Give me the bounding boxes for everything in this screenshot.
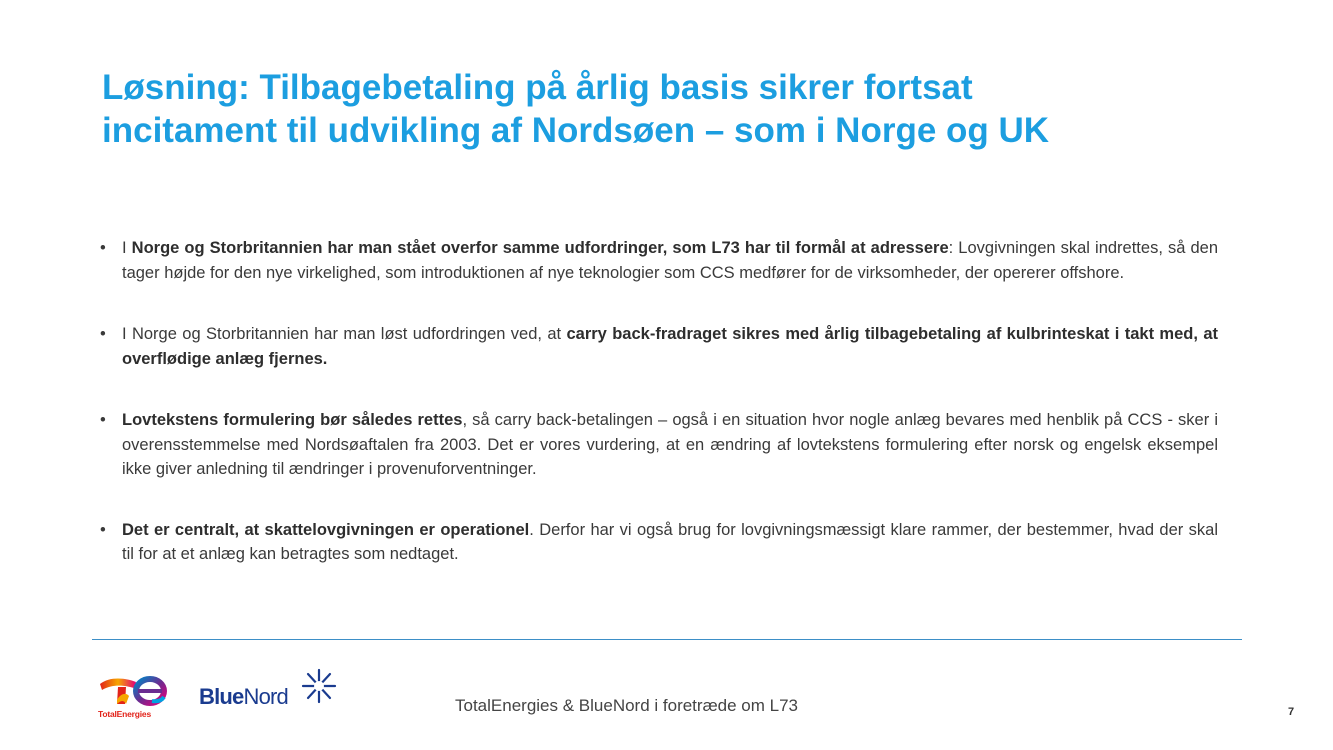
slide-title-line-2: incitament til udvikling af Nordsøen – som i Norge og UK bbox=[102, 111, 1050, 150]
bullet-text: : Lovgivningen skal indrettes, så den tager højde for den nye virkelighed, som introduktionen af nye teknologier som CCS medfører for de virksomheder, der opererer offshore. bbox=[122, 239, 1219, 282]
bullet-bold-text: Norge og Storbritannien har man stået overfor samme udfordringer, som L73 har til formål at adressere bbox=[131, 239, 949, 257]
totalenergies-logo-text: TotalEnergies bbox=[98, 709, 151, 719]
bullet-list bbox=[100, 236, 1218, 567]
slide-title bbox=[102, 66, 1222, 152]
bullet-bold-text: Det er centralt, at skattelovgivningen er operationel bbox=[122, 520, 530, 539]
bluenord-logo bbox=[199, 684, 288, 710]
bullet-bold-text: carry back-fradraget sikres med årlig tilbagebetaling af kulbrinteskat i takt med, at overflødige anlæg fjernes. bbox=[122, 325, 1218, 368]
bullet-bold-text: Lovtekstens formulering bør således rettes bbox=[122, 411, 463, 429]
bluenord-logo-nord: Nord bbox=[243, 684, 288, 709]
bullet-item-law-text-correction bbox=[100, 408, 1218, 482]
bullet-item-carry-back-solution bbox=[100, 322, 1218, 371]
bullet-text: I bbox=[122, 239, 132, 257]
bluenord-logo-blue: Blue bbox=[199, 684, 244, 709]
bluenord-star-icon bbox=[299, 666, 339, 706]
footer-divider bbox=[92, 639, 1242, 640]
bullet-text: , så carry back-betalingen – også i en situation hvor nogle anlæg bevares med henblik på CCS - sker i overensstemmelse med Nordsøaftalen fra 2003. Det er vores vurdering, at en ændring af lovtekstens formulering efter norsk og engelsk eksempel ikke giver anledning til ændringer i provenuforventninger. bbox=[122, 411, 1219, 478]
bullet-item-norway-uk-challenges bbox=[100, 236, 1218, 285]
footer-text: TotalEnergies & BlueNord i foretræde om L73 bbox=[455, 696, 799, 715]
bullet-text: . Derfor har vi også brug for lovgivningsmæssigt klare rammer, der bestemmer, hvad der skal til for at et anlæg kan betragtes som nedtaget. bbox=[122, 520, 1218, 563]
page-number: 7 bbox=[1288, 706, 1295, 718]
bullet-item-operational-tax-law bbox=[100, 518, 1218, 567]
bullet-text: I Norge og Storbritannien har man løst udfordringen ved, at bbox=[122, 325, 567, 343]
slide-title-line-1: Løsning: Tilbagebetaling på årlig basis sikrer fortsat bbox=[102, 68, 973, 107]
